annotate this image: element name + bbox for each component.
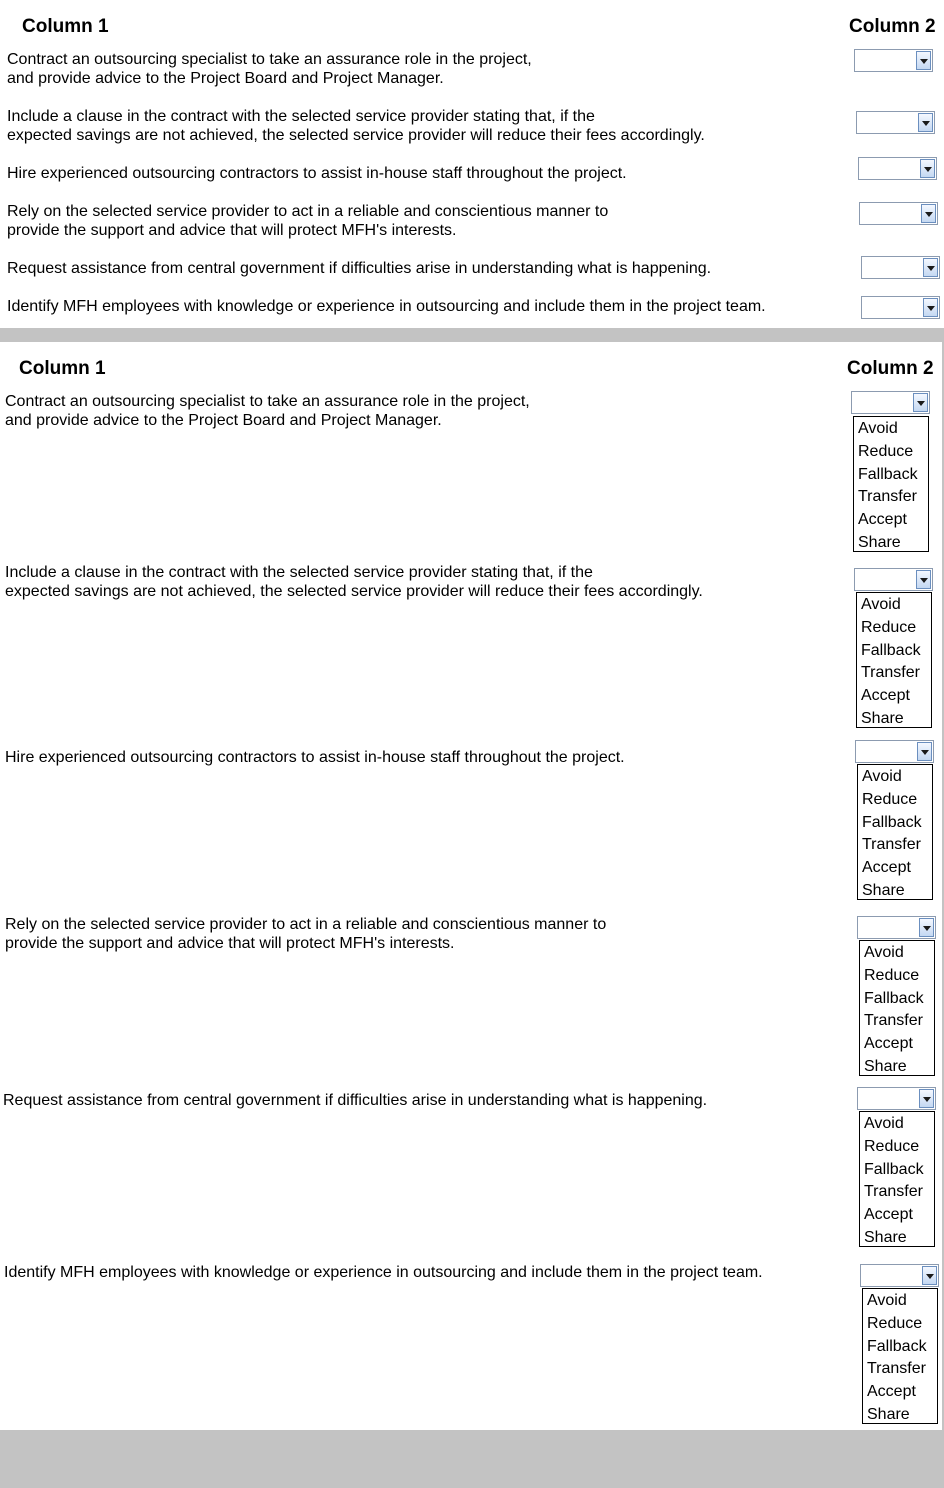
option-fallback[interactable]: Fallback — [862, 813, 922, 831]
option-avoid[interactable]: Avoid — [864, 1115, 904, 1132]
answer-dropdown-3[interactable] — [858, 157, 937, 180]
chevron-down-icon[interactable] — [923, 258, 938, 277]
chevron-down-icon[interactable] — [919, 1089, 934, 1108]
answer-dropdown-5[interactable] — [861, 256, 940, 279]
answer-dropdown-6[interactable] — [861, 296, 940, 319]
option-reduce[interactable]: Reduce — [858, 442, 914, 460]
column2-header: Column 2 — [847, 358, 934, 379]
option-reduce[interactable]: Reduce — [861, 618, 917, 636]
option-transfer[interactable]: Transfer — [864, 1183, 923, 1201]
option-avoid[interactable]: Avoid — [867, 1292, 907, 1309]
column1-header: Column 1 — [19, 358, 106, 379]
option-avoid[interactable]: Avoid — [858, 420, 898, 437]
options-list-5[interactable] — [859, 1111, 935, 1247]
options-list-6[interactable] — [862, 1288, 938, 1424]
option-transfer[interactable]: Transfer — [862, 836, 921, 854]
option-fallback[interactable]: Fallback — [867, 1337, 927, 1355]
chevron-down-icon[interactable] — [916, 51, 931, 70]
statement-6: Identify MFH employees with knowledge or experience in outsourcing and include them in the project team. — [7, 298, 766, 315]
statement-4: Rely on the selected service provider to act in a reliable and conscientious manner to provide the support and advice that will protect MFH's interests. — [7, 203, 609, 239]
answer-dropdown-2[interactable] — [854, 568, 933, 591]
option-transfer[interactable]: Transfer — [867, 1360, 926, 1378]
statement-2: Include a clause in the contract with the selected service provider stating that, if the expected savings are not achieved, the selected service provider will reduce their fees accordingly. — [7, 108, 705, 144]
statement-3: Hire experienced outsourcing contractors to assist in-house staff throughout the project. — [5, 749, 625, 766]
option-reduce[interactable]: Reduce — [864, 1137, 920, 1155]
option-share[interactable]: Share — [862, 881, 905, 899]
statement-2: Include a clause in the contract with the selected service provider stating that, if the expected savings are not achieved, the selected service provider will reduce their fees accordingly. — [5, 564, 703, 600]
chevron-down-icon[interactable] — [921, 204, 936, 223]
option-share[interactable]: Share — [867, 1405, 910, 1423]
column2-header: Column 2 — [849, 16, 936, 37]
option-accept[interactable]: Accept — [858, 511, 907, 529]
answer-dropdown-3[interactable] — [855, 740, 934, 763]
option-transfer[interactable]: Transfer — [861, 664, 920, 682]
matching-panel-expanded — [0, 342, 942, 1430]
answer-dropdown-4[interactable] — [859, 202, 938, 225]
chevron-down-icon[interactable] — [923, 298, 938, 317]
option-avoid[interactable]: Avoid — [861, 596, 901, 613]
option-transfer[interactable]: Transfer — [858, 488, 917, 506]
matching-panel-collapsed — [0, 0, 944, 328]
statement-6: Identify MFH employees with knowledge or experience in outsourcing and include them in the project team. — [4, 1264, 763, 1281]
statement-3: Hire experienced outsourcing contractors to assist in-house staff throughout the project. — [7, 165, 627, 182]
option-reduce[interactable]: Reduce — [862, 790, 918, 808]
option-fallback[interactable]: Fallback — [858, 465, 918, 483]
answer-dropdown-1[interactable] — [851, 391, 930, 414]
answer-dropdown-5[interactable] — [857, 1087, 936, 1110]
options-list-4[interactable] — [859, 940, 935, 1076]
option-avoid[interactable]: Avoid — [864, 944, 904, 961]
option-fallback[interactable]: Fallback — [861, 641, 921, 659]
chevron-down-icon[interactable] — [917, 742, 932, 761]
option-share[interactable]: Share — [858, 533, 901, 551]
option-accept[interactable]: Accept — [861, 687, 910, 705]
chevron-down-icon[interactable] — [920, 159, 935, 178]
option-fallback[interactable]: Fallback — [864, 989, 924, 1007]
statement-1: Contract an outsourcing specialist to take an assurance role in the project, and provide advice to the Project Board and Project Manager. — [5, 393, 530, 429]
options-list-3[interactable] — [857, 764, 933, 900]
answer-dropdown-2[interactable] — [856, 111, 935, 134]
statement-4: Rely on the selected service provider to act in a reliable and conscientious manner to provide the support and advice that will protect MFH's interests. — [5, 916, 607, 952]
chevron-down-icon[interactable] — [913, 393, 928, 412]
option-share[interactable]: Share — [861, 709, 904, 727]
options-list-2[interactable] — [856, 592, 932, 728]
chevron-down-icon[interactable] — [916, 570, 931, 589]
option-reduce[interactable]: Reduce — [867, 1314, 923, 1332]
option-fallback[interactable]: Fallback — [864, 1160, 924, 1178]
option-accept[interactable]: Accept — [864, 1035, 913, 1053]
column1-header: Column 1 — [22, 16, 109, 37]
option-accept[interactable]: Accept — [862, 859, 911, 877]
options-list-1[interactable] — [853, 416, 929, 552]
answer-dropdown-1[interactable] — [854, 49, 933, 72]
option-accept[interactable]: Accept — [864, 1206, 913, 1224]
answer-dropdown-4[interactable] — [857, 916, 936, 939]
chevron-down-icon[interactable] — [919, 918, 934, 937]
option-share[interactable]: Share — [864, 1057, 907, 1075]
option-accept[interactable]: Accept — [867, 1383, 916, 1401]
option-reduce[interactable]: Reduce — [864, 966, 920, 984]
statement-5: Request assistance from central government if difficulties arise in understanding what is happening. — [7, 260, 712, 277]
statement-1: Contract an outsourcing specialist to take an assurance role in the project, and provide advice to the Project Board and Project Manager. — [7, 51, 532, 87]
option-avoid[interactable]: Avoid — [862, 768, 902, 785]
answer-dropdown-6[interactable] — [860, 1264, 939, 1287]
chevron-down-icon[interactable] — [922, 1266, 937, 1285]
option-transfer[interactable]: Transfer — [864, 1012, 923, 1030]
statement-5: Request assistance from central government if difficulties arise in understanding what is happening. — [3, 1092, 708, 1109]
option-share[interactable]: Share — [864, 1228, 907, 1246]
chevron-down-icon[interactable] — [918, 113, 933, 132]
